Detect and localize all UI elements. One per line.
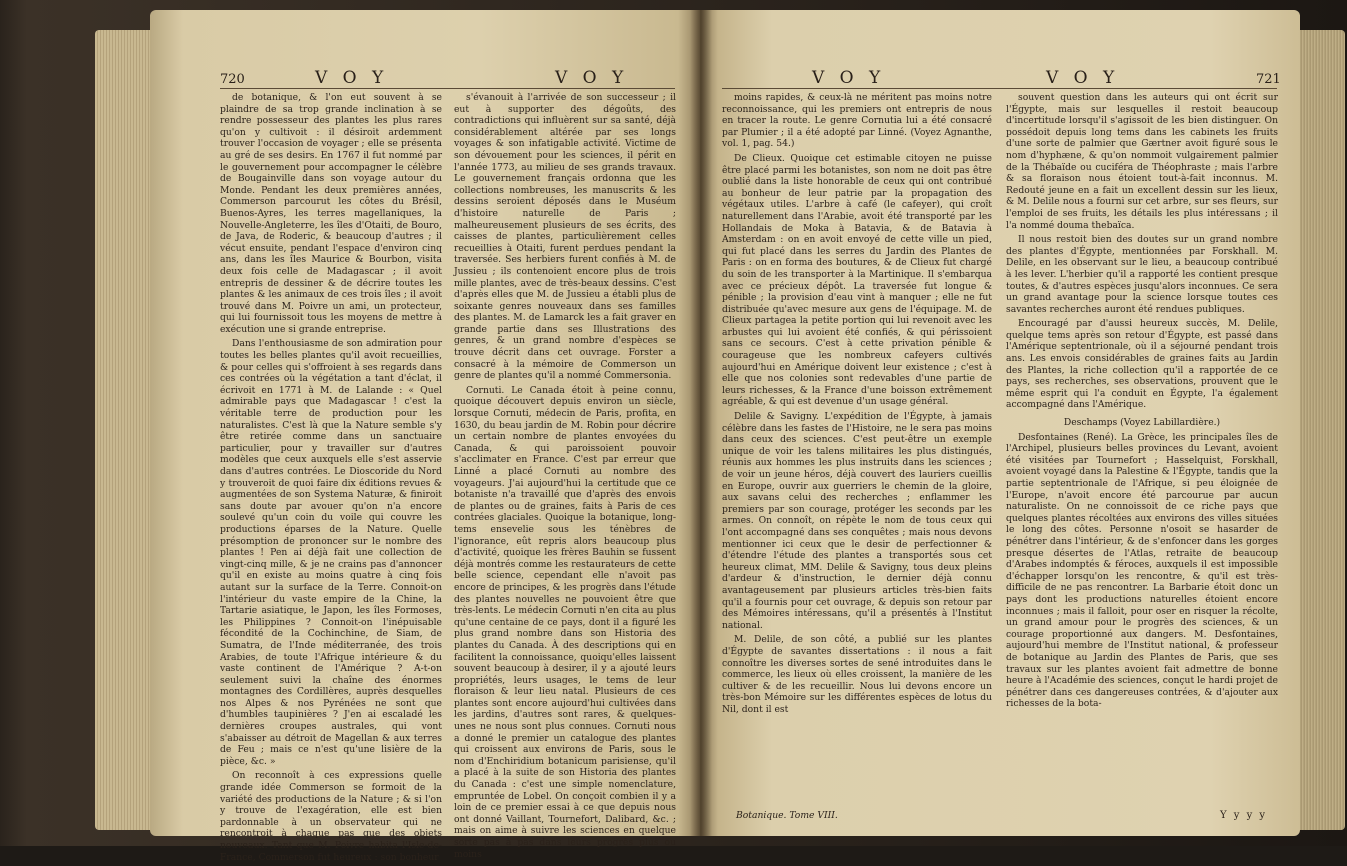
right-page-column-1 bbox=[722, 92, 992, 718]
paragraph: de botanique, & l'on eut souvent à se plaindre de sa trop grande inclination à se rendre possesseur des plantes les plus rares qu'on y cultivoit : il désiroit ardemment trouver l'occasion de voyager ; elle se présenta au gré de ses desirs. En 1767 il fut nommé par le gouvernement pour accompagner le célèbre de Bougainville dans son voyage autour du Monde. Pendant les deux premières années, Commerson parcourut les côtes du Brésil, Buenos-Ayres, les terres magellaniques, la Nouvelle-Angleterre, les îles d'Otaiti, de Bouro, de Java, de Roderic, & beaucoup d'autres ; il vécut ensuite, pendant l'espace d'environ cinq ans, dans les îles Maurice & Bourbon, visita deux fois celle de Madagascar ; il avoit entrepris de dessiner & de décrire toutes les plantes & les animaux de ces trois îles ; il avoit trouvé dans M. Poivre un ami, un protecteur, qui lui fournissoit tous les moyens de mettre à exécution une si grande entreprise. bbox=[220, 92, 442, 335]
running-head-right-1: V O Y bbox=[812, 68, 886, 88]
running-head-left-2: V O Y bbox=[555, 68, 629, 88]
left-page-column-2 bbox=[454, 92, 676, 863]
right-page-column-2 bbox=[1006, 92, 1278, 713]
cross-reference: Deschamps (Voyez Labillardière.) bbox=[1063, 417, 1221, 429]
page-edges-left bbox=[95, 30, 155, 830]
header-rule bbox=[220, 88, 675, 89]
running-head-left-1: V O Y bbox=[315, 68, 389, 88]
page-number-left: 720 bbox=[220, 72, 245, 87]
paragraph: De Clieux. Quoique cet estimable citoyen ne puisse être placé parmi les botanistes, son nom ne doit pas être oublié dans la liste honorable de ceux qui ont contribué au bonheur de leur patrie par la propagation des végétaux utiles. L'arbre à café (le cafeyer), qui croît naturellement dans l'Arabie, avoit été transporté par les Hollandais de Moka à Batavia, & de Batavia à Amsterdam : on en avoit envoyé de cette ville un pied, qui fut placé dans les serres du Jardin des Plantes de Paris : on en forma des boutures, & de Clieux fut chargé du soin de les transporter à la Martinique. Il s'embarqua avec ce précieux dépôt. La traversée fut longue & pénible ; la provision d'eau vint à manquer ; elle ne fut distribuée qu'avec mesure aux gens de l'équipage. M. de Clieux partagea la petite portion qui lui revenoit avec les arbustes qui lui avoient été confiés, & qui périssoient sans ce secours. C'est à cette privation pénible & courageuse que les nombreux cafeyers cultivés aujourd'hui en Amérique doivent leur existence ; c'est à elle que nos colonies sont redevables d'une partie de leurs richesses, & la France d'une boisson extrêmement agréable, & qui est devenue d'un usage général. bbox=[722, 152, 992, 408]
signature-mark: Y y y y bbox=[1220, 810, 1268, 821]
paragraph: Desfontaines (René). La Grèce, les principales îles de l'Archipel, plusieurs belles provinces du Levant, avoient été visitées par Tournefort ; Hasselquist, Forskhall, avoient voyagé dans la Palestine & l'Égypte, tandis que la partie septentrionale de l'Afrique, si peu éloignée de l'Europe, n'avoit encore été parcourue par aucun naturaliste. On ne connoissoit de ce riche pays que quelques plantes récoltées aux environs des villes situées le long des côtes. Personne n'osoit se hasarder de pénétrer dans l'intérieur, & de s'enfoncer dans les gorges presque désertes de l'Atlas, retraite de beaucoup d'Arabes indomptés & féroces, auxquels il est impossible d'échapper lorsqu'on les rencontre, & qu'il est très-difficile de ne pas rencontrer. La Barbarie étoit donc un pays dont les productions naturelles étoient encore inconnues ; mais il falloit, pour oser en risquer la récolte, un grand amour pour le progrès des sciences, & un courage proportionné aux dangers. M. Desfontaines, aujourd'hui membre de l'Institut national, & professeur de botanique au Jardin des Plantes de Paris, que ses travaux sur les plantes avoient fait admettre de bonne heure à l'Académie des sciences, conçut le hardi projet de pénétrer dans ces dangereuses contrées, & d'ajouter aux richesses de la bota- bbox=[1006, 431, 1278, 710]
page-number-right: 721 bbox=[1256, 72, 1281, 87]
paragraph: Delile & Savigny. L'expédition de l'Égypte, à jamais célèbre dans les fastes de l'Histoire, ne le sera pas moins dans ceux des sciences. C'est peut-être un exemple unique de voir les talens militaires les plus distingués, réunis aux hommes les plus instruits dans les sciences ; de voir un jeune héros, déjà couvert des lauriers cueillis en Europe, ouvrir aux guerriers le chemin de la gloire, aux savans celui des recherches ; enflammer les premiers par son courage, protéger les seconds par les armes. On connoît, on répète le nom de tous ceux qui l'ont accompagné dans ses conquêtes ; mais nous devons mentionner ici ceux que le desir de perfectionner & d'étendre l'étude des plantes a transportés sous cet heureux climat, MM. Delile & Savigny, tous deux pleins d'ardeur & d'instruction, le dernier déjà connu avantageusement par plusieurs articles très-bien faits qu'il a fournis pour cet ouvrage, & depuis son retour par des Mémoires intéressans, qu'il a présentés à l'Institut national. bbox=[722, 411, 992, 631]
paragraph: s'évanouit à l'arrivée de son successeur ; il eut à supporter des dégoûts, des contradictions qui influèrent sur sa santé, déjà considérablement altérée par ses longs voyages & son infatigable activité. Victime de son dévouement pour les sciences, il périt en l'année 1773, au milieu de ses grands travaux. Le gouvernement français ordonna que les collections nombreuses, les manuscrits & les dessins seroient déposés dans le Muséum d'histoire naturelle de Paris ; malheureusement plusieurs de ses écrits, des caisses de plantes, particulièrement celles recueillies à Otaiti, furent perdues pendant la traversée. Ses herbiers furent confiés à M. de Jussieu ; ils contenoient encore plus de trois mille plantes, avec de très-beaux dessins. C'est d'après elles que M. de Jussieu a établi plus de soixante genres nouveaux dans ses familles des plantes. M. de Lamarck les a fait graver en grande partie dans ses Illustrations des genres, & un grand nombre d'espèces se trouve décrit dans cet ouvrage. Forster a consacré à la mémoire de Commerson un genre de plantes qu'il a nommé Commersonia. bbox=[454, 92, 676, 382]
left-page-column-1 bbox=[220, 92, 442, 866]
paragraph: Dans l'enthousiasme de son admiration pour toutes les belles plantes qu'il avoit recueillies, & pour celles qui s'offroient à ses regards dans ces contrées où la végétation a tant d'éclat, il écrivoit en 1771 à M. de Lalande : « Quel admirable pays que Madagascar ! c'est la véritable terre de production pour les naturalistes. C'est là que la Nature semble s'y être retirée comme dans un sanctuaire particulier, pour y travailler sur d'autres modèles que ceux auxquels elle s'est asservie dans d'autres contrées. Le Dioscoride du Nord y trouveroit de quoi faire dix éditions revues & augmentées de son Systema Naturæ, & finiroit sans doute par avouer qu'on n'a encore soulevé qu'un coin du voile qui couvre les productions éparses de la Nature. Quelle présomption de prononcer sur le nombre des plantes ! Pen ai déjà fait une collection de vingt-cinq mille, & je ne crains pas d'annoncer qu'il en existe au moins quatre à cinq fois autant sur la surface de la Terre. Connoit-on l'intérieur du vaste empire de la Chine, la Tartarie asiatique, le Japon, les îles Formoses, les Philippines ? Connoit-on l'inépuisable fécondité de la Cochinchine, de Siam, de Sumatra, de l'Inde méditerranée, des trois Arabies, de toute l'Afrique intérieure & du vaste continent de l'Amérique ? A-t-on seulement suivi la chaîne des énormes montagnes des Cordillères, auprès desquelles nos Alpes & nos Pyrénées ne sont que d'humbles taupinières ? J'en ai escaladé les dernières croupes australes, qui vont s'abaisser au détroit de Magellan & aux terres de Feu ; mais ce n'est qu'une lisière de la pièce, &c. » bbox=[220, 338, 442, 767]
paragraph: Encouragé par d'aussi heureux succès, M. Delile, quelque tems après son retour d'Égypte, est passé dans l'Amérique septentrionale, où il a séjourné pendant trois ans. Les envois considérables de graines faits au Jardin des Plantes, la riche collection qu'il a rapportée de ce pays, ses recherches, ses observations, prouvent que le même esprit qui l'a conduit en Égypte, l'a également accompagné dans l'Amérique. bbox=[1006, 318, 1278, 411]
book-gutter bbox=[690, 10, 712, 836]
paragraph: moins rapides, & ceux-là ne méritent pas moins notre reconnoissance, qui les premiers ont entrepris de nous en tracer la route. Le genre Cornutia lui a été consacré par Plumier ; il a été adopté par Linné. (Voyez Agnanthe, vol. 1, pag. 54.) bbox=[722, 92, 992, 150]
left-page bbox=[150, 10, 700, 863]
paragraph: souvent question dans les auteurs qui ont écrit sur l'Égypte, mais sur lesquelles il restoit beaucoup d'incertitude lorsqu'il s'agissoit de les bien distinguer. On possédoit depuis long tems dans les cabinets les fruits d'une sorte de palmier que Gærtner avoit figuré sous le nom d'hyphæne, & qu'on nommoit vulgairement palmier de la Thébaïde ou cuciféra de Théophraste ; mais l'arbre & sa floraison nous étoient tout-à-fait inconnus. M. Redouté jeune en a fait un excellent dessin sur les lieux, & M. Delile nous a fourni sur cet arbre, sur ses fleurs, sur l'emploi de ses fruits, les détails les plus intéressans ; il l'a nommé douma thebaïca. bbox=[1006, 92, 1278, 231]
page-edges-right bbox=[1295, 30, 1345, 830]
right-page bbox=[700, 10, 1300, 836]
header-rule bbox=[722, 88, 1277, 89]
paragraph: Il nous restoit bien des doutes sur un grand nombre des plantes d'Égypte, mentionnées par Forskhall. M. Delile, en les observant sur le lieu, a beaucoup contribué à les lever. L'herbier qu'il a rapporté les contient presque toutes, & d'autres espèces jusqu'alors inconnues. Ce sera un grand avantage pour la science lorsque toutes ces savantes recherches auront été rendues publiques. bbox=[1006, 234, 1278, 315]
paragraph: On reconnoît à ces expressions quelle grande idée Commerson se formoit de la variété des productions de la Nature ; & si l'on y trouve de l'exagération, elle est bien pardonnable à un observateur qui ne rencontroit à chaque pas que des objets nouveaux. Tant que M. Poivre habita l'Isle-de-France, Commerson fut heureux : son bonheur bbox=[220, 770, 442, 863]
volume-footer: Botanique. Tome VIII. bbox=[736, 810, 838, 821]
paragraph: M. Delile, de son côté, a publié sur les plantes d'Égypte de savantes dissertations : il nous a fait connoître les diverses sortes de sené introduites dans le commerce, les lieux où elles croissent, la manière de les cultiver & de les recueillir. Nous lui devons encore un très-bon Mémoire sur les différentes espèces de lotus du Nil, dont il est bbox=[722, 634, 992, 715]
paragraph: Cornuti. Le Canada étoit à peine connu, quoique découvert depuis environ un siècle, lorsque Cornuti, médecin de Paris, profita, en 1630, du beau jardin de M. Robin pour décrire un certain nombre de plantes envoyées du Canada, & qui paroissoient pouvoir s'acclimater en France. C'est par erreur que Linné a placé Cornuti au nombre des voyageurs. J'ai aujourd'hui la certitude que ce botaniste n'a travaillé que d'après des envois de plantes ou de graines, faits à Paris de ces contrées glaciales. Quoique la botanique, long-tems ensevelie sous les ténèbres de l'ignorance, eût repris alors beaucoup plus d'activité, quoique les frères Bauhin se fussent déjà montrés comme les restaurateurs de cette belle science, cependant elle n'avoit pas encore de principes, & les progrès dans l'étude des plantes nouvelles ne pouvoient être que très-lents. Le médecin Cornuti n'en cita au plus qu'une centaine de ce pays, dont il a figuré les plus grand nombre dans son Historia des plantes du Canada. À des descriptions qui en facilitent la connoissance, quoiqu'elles laissent souvent beaucoup à desirer, il y a ajouté leurs propriétés, leurs usages, le tems de leur floraison & leur lieu natal. Plusieurs de ces plantes sont encore aujourd'hui cultivées dans les jardins, d'autres sont rares, & quelques-unes ne nous sont plus connues. Cornuti nous a donné le premier un catalogue des plantes qui croissent aux environs de Paris, sous le nom d'Enchiridium botanicum parisiense, qu'il a placé à la suite de son Historia des plantes du Canada : c'est une simple nomenclature, empruntée de Lobel. On conçoit combien il y a loin de ce premier essai à ce que depuis nous ont donné Vaillant, Tournefort, Dalibard, &c. ; mais on aime à suivre les sciences en quelque sorte pas à pas dans leurs progrès plus ou moins bbox=[454, 384, 676, 860]
running-head-right-2: V O Y bbox=[1046, 68, 1120, 88]
